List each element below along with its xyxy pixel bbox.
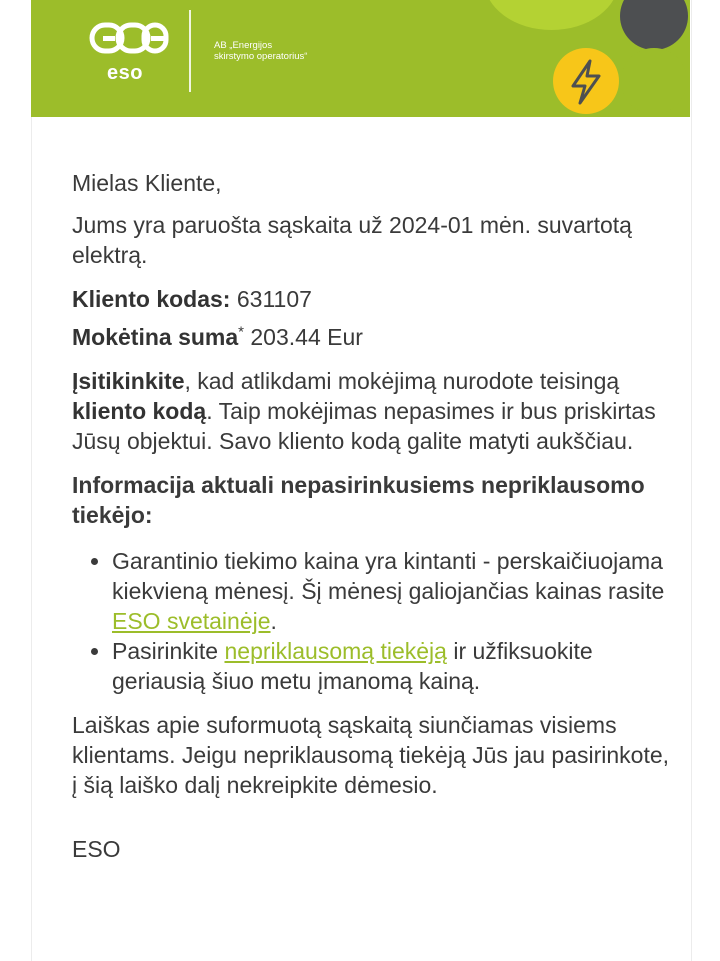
invoice-intro: Jums yra paruošta sąskaita už 2024-01 mėn. suvartotą elektrą. [72, 212, 632, 268]
decor-circle-light-green [484, 0, 619, 30]
list-item: • Pasirinkite nepriklausomą tiekėją ir užfiksuokite geriausią šiuo metu įmanomą kainą. [112, 636, 672, 696]
verify-notice: Įsitikinkite, kad atlikdami mokėjimą nurodote teisingą kliento kodą. Taip mokėjimas nepasimes ir bus priskirtas Jūsų objektui. Savo kliento kodą galite matyti aukščiau. [72, 368, 656, 454]
email-header [31, 0, 690, 117]
list-item: • Garantinio tiekimo kaina yra kintanti - perskaičiuojama kiekvieną mėnesį. Šį mėnesį galiojančias kainas rasite ESO svetainėje. [112, 546, 672, 636]
client-code-label: Kliento kodas: [72, 286, 231, 312]
section-title: Informacija aktuali nepasirinkusiems nepriklausomo tiekėjo: [72, 472, 645, 528]
eso-logo-icon [89, 20, 169, 58]
independent-supplier-link[interactable]: nepriklausomą tiekėją [224, 638, 447, 664]
eso-website-link[interactable]: ESO svetainėje [112, 608, 271, 634]
amount-label: Mokėtina suma [72, 324, 239, 350]
email-body [72, 168, 672, 864]
decor-circle-dark-gray [620, 0, 688, 50]
greeting: Mielas Kliente, [72, 170, 222, 196]
info-list [72, 546, 672, 696]
amount-row [72, 322, 672, 352]
closing-note: Laiškas apie suformuotą sąskaitą siunčiamas visiems klientams. Jeigu nepriklausomą tiekėją Jūs jau pasirinkote, į šią laiško dalį nekreipkite dėmesio. [72, 712, 670, 798]
amount-footnote-marker: * [238, 323, 244, 341]
client-code-value: 631107 [236, 286, 312, 312]
decor-circle-green [621, 48, 687, 114]
logo-wordmark: eso [107, 62, 143, 84]
company-name: AB „Energijos skirstymo operatorius“ [214, 40, 308, 62]
client-code-row [72, 284, 672, 314]
lightning-bolt-icon [553, 48, 619, 114]
amount-value: 203.44 Eur [250, 324, 363, 350]
signature: ESO [72, 836, 121, 862]
decor-circle-yellow [553, 48, 619, 114]
header-divider [189, 10, 191, 92]
